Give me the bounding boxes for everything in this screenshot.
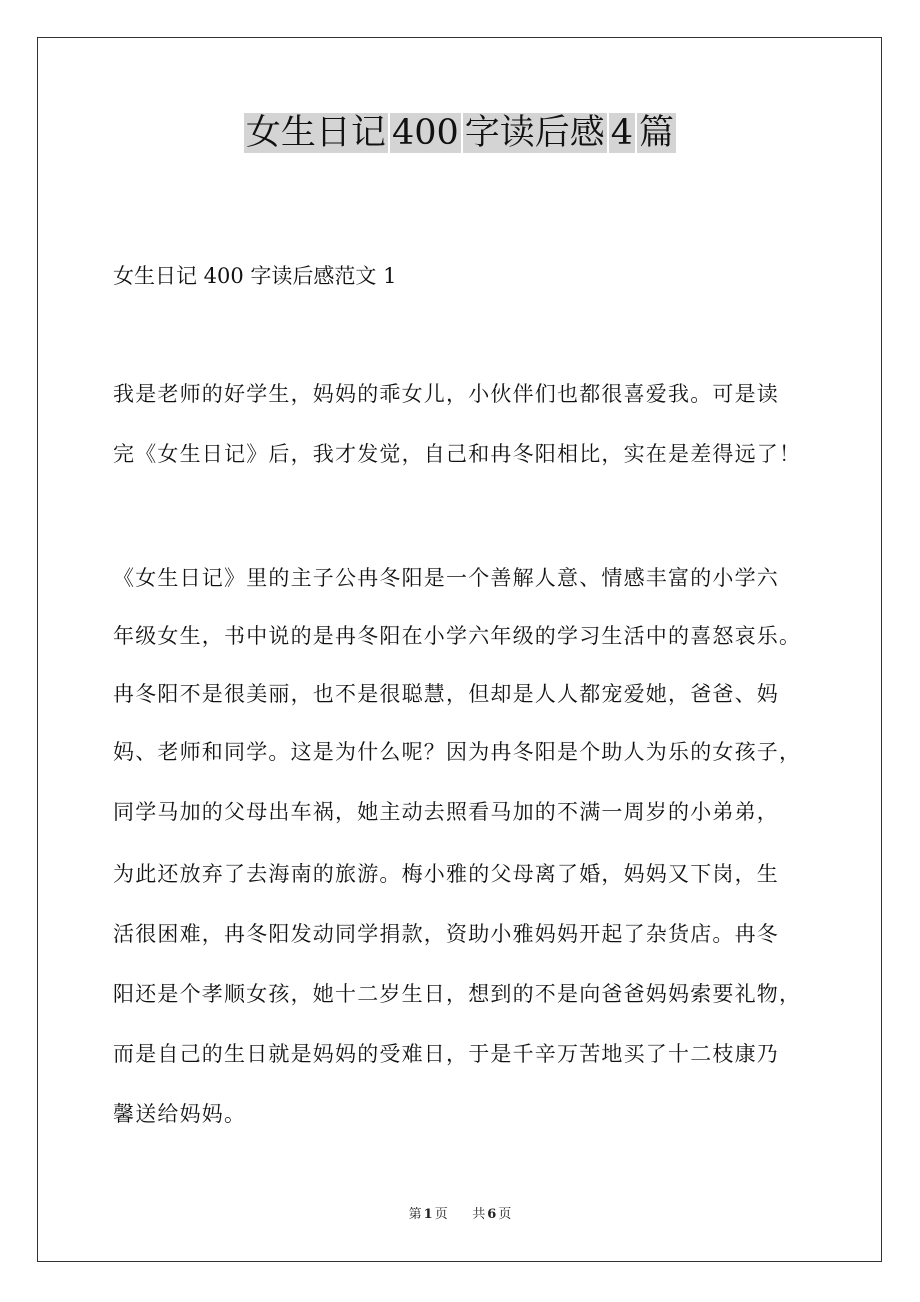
title-part: 字读后感: [464, 113, 605, 153]
paragraph-line: 馨送给妈妈。: [113, 1102, 247, 1126]
page-number: 1: [423, 1207, 433, 1222]
paragraph-line: 同学马加的父母出车祸，她主动去照看马加的不满一周岁的小弟弟，: [113, 800, 779, 824]
title-part: 女生日记: [245, 113, 386, 153]
title-part: 篇: [639, 113, 675, 153]
title-wrap: [0, 108, 920, 158]
page-prefix: 第: [408, 1207, 422, 1222]
paragraph-line: 冉冬阳不是很美丽，也不是很聪慧，但却是人人都宠爱她，爸爸、妈: [113, 682, 779, 706]
total-indicator: [470, 1207, 513, 1222]
paragraph-line: 妈、老师和同学。这是为什么呢？因为冉冬阳是个助人为乐的女孩子，: [113, 740, 802, 764]
page-footer: [0, 1206, 920, 1224]
paragraph-line: 而是自己的生日就是妈妈的受难日，于是千辛万苦地买了十二枝康乃: [113, 1042, 779, 1066]
paragraph-line: 《女生日记》里的主子公冉冬阳是一个善解人意、情感丰富的小学六: [113, 566, 779, 590]
total-prefix: 共: [472, 1207, 486, 1222]
paragraph-line: 我是老师的好学生，妈妈的乖女儿，小伙伴们也都很喜爱我。可是读: [113, 382, 779, 406]
paragraph-line: 为此还放弃了去海南的旅游。梅小雅的父母离了婚，妈妈又下岗，生: [113, 862, 779, 886]
document-title: [243, 108, 677, 158]
title-part: 4: [610, 113, 634, 153]
page-indicator: [407, 1207, 450, 1222]
section-subtitle: 女生日记 400 字读后感范文 1: [113, 264, 397, 288]
paragraph-line: 年级女生，书中说的是冉冬阳在小学六年级的学习生活中的喜怒哀乐。: [113, 624, 802, 648]
paragraph-line: 阳还是个孝顺女孩，她十二岁生日，想到的不是向爸爸妈妈索要礼物，: [113, 982, 802, 1006]
total-suffix: 页: [498, 1207, 512, 1222]
paragraph-line: 活很困难，冉冬阳发动同学捐款，资助小雅妈妈开起了杂货店。冉冬: [113, 922, 779, 946]
page-suffix: 页: [434, 1207, 448, 1222]
paragraph-line: 完《女生日记》后，我才发觉，自己和冉冬阳相比，实在是差得远了！: [113, 442, 802, 466]
title-part: 400: [391, 113, 459, 153]
total-pages: 6: [487, 1207, 497, 1222]
